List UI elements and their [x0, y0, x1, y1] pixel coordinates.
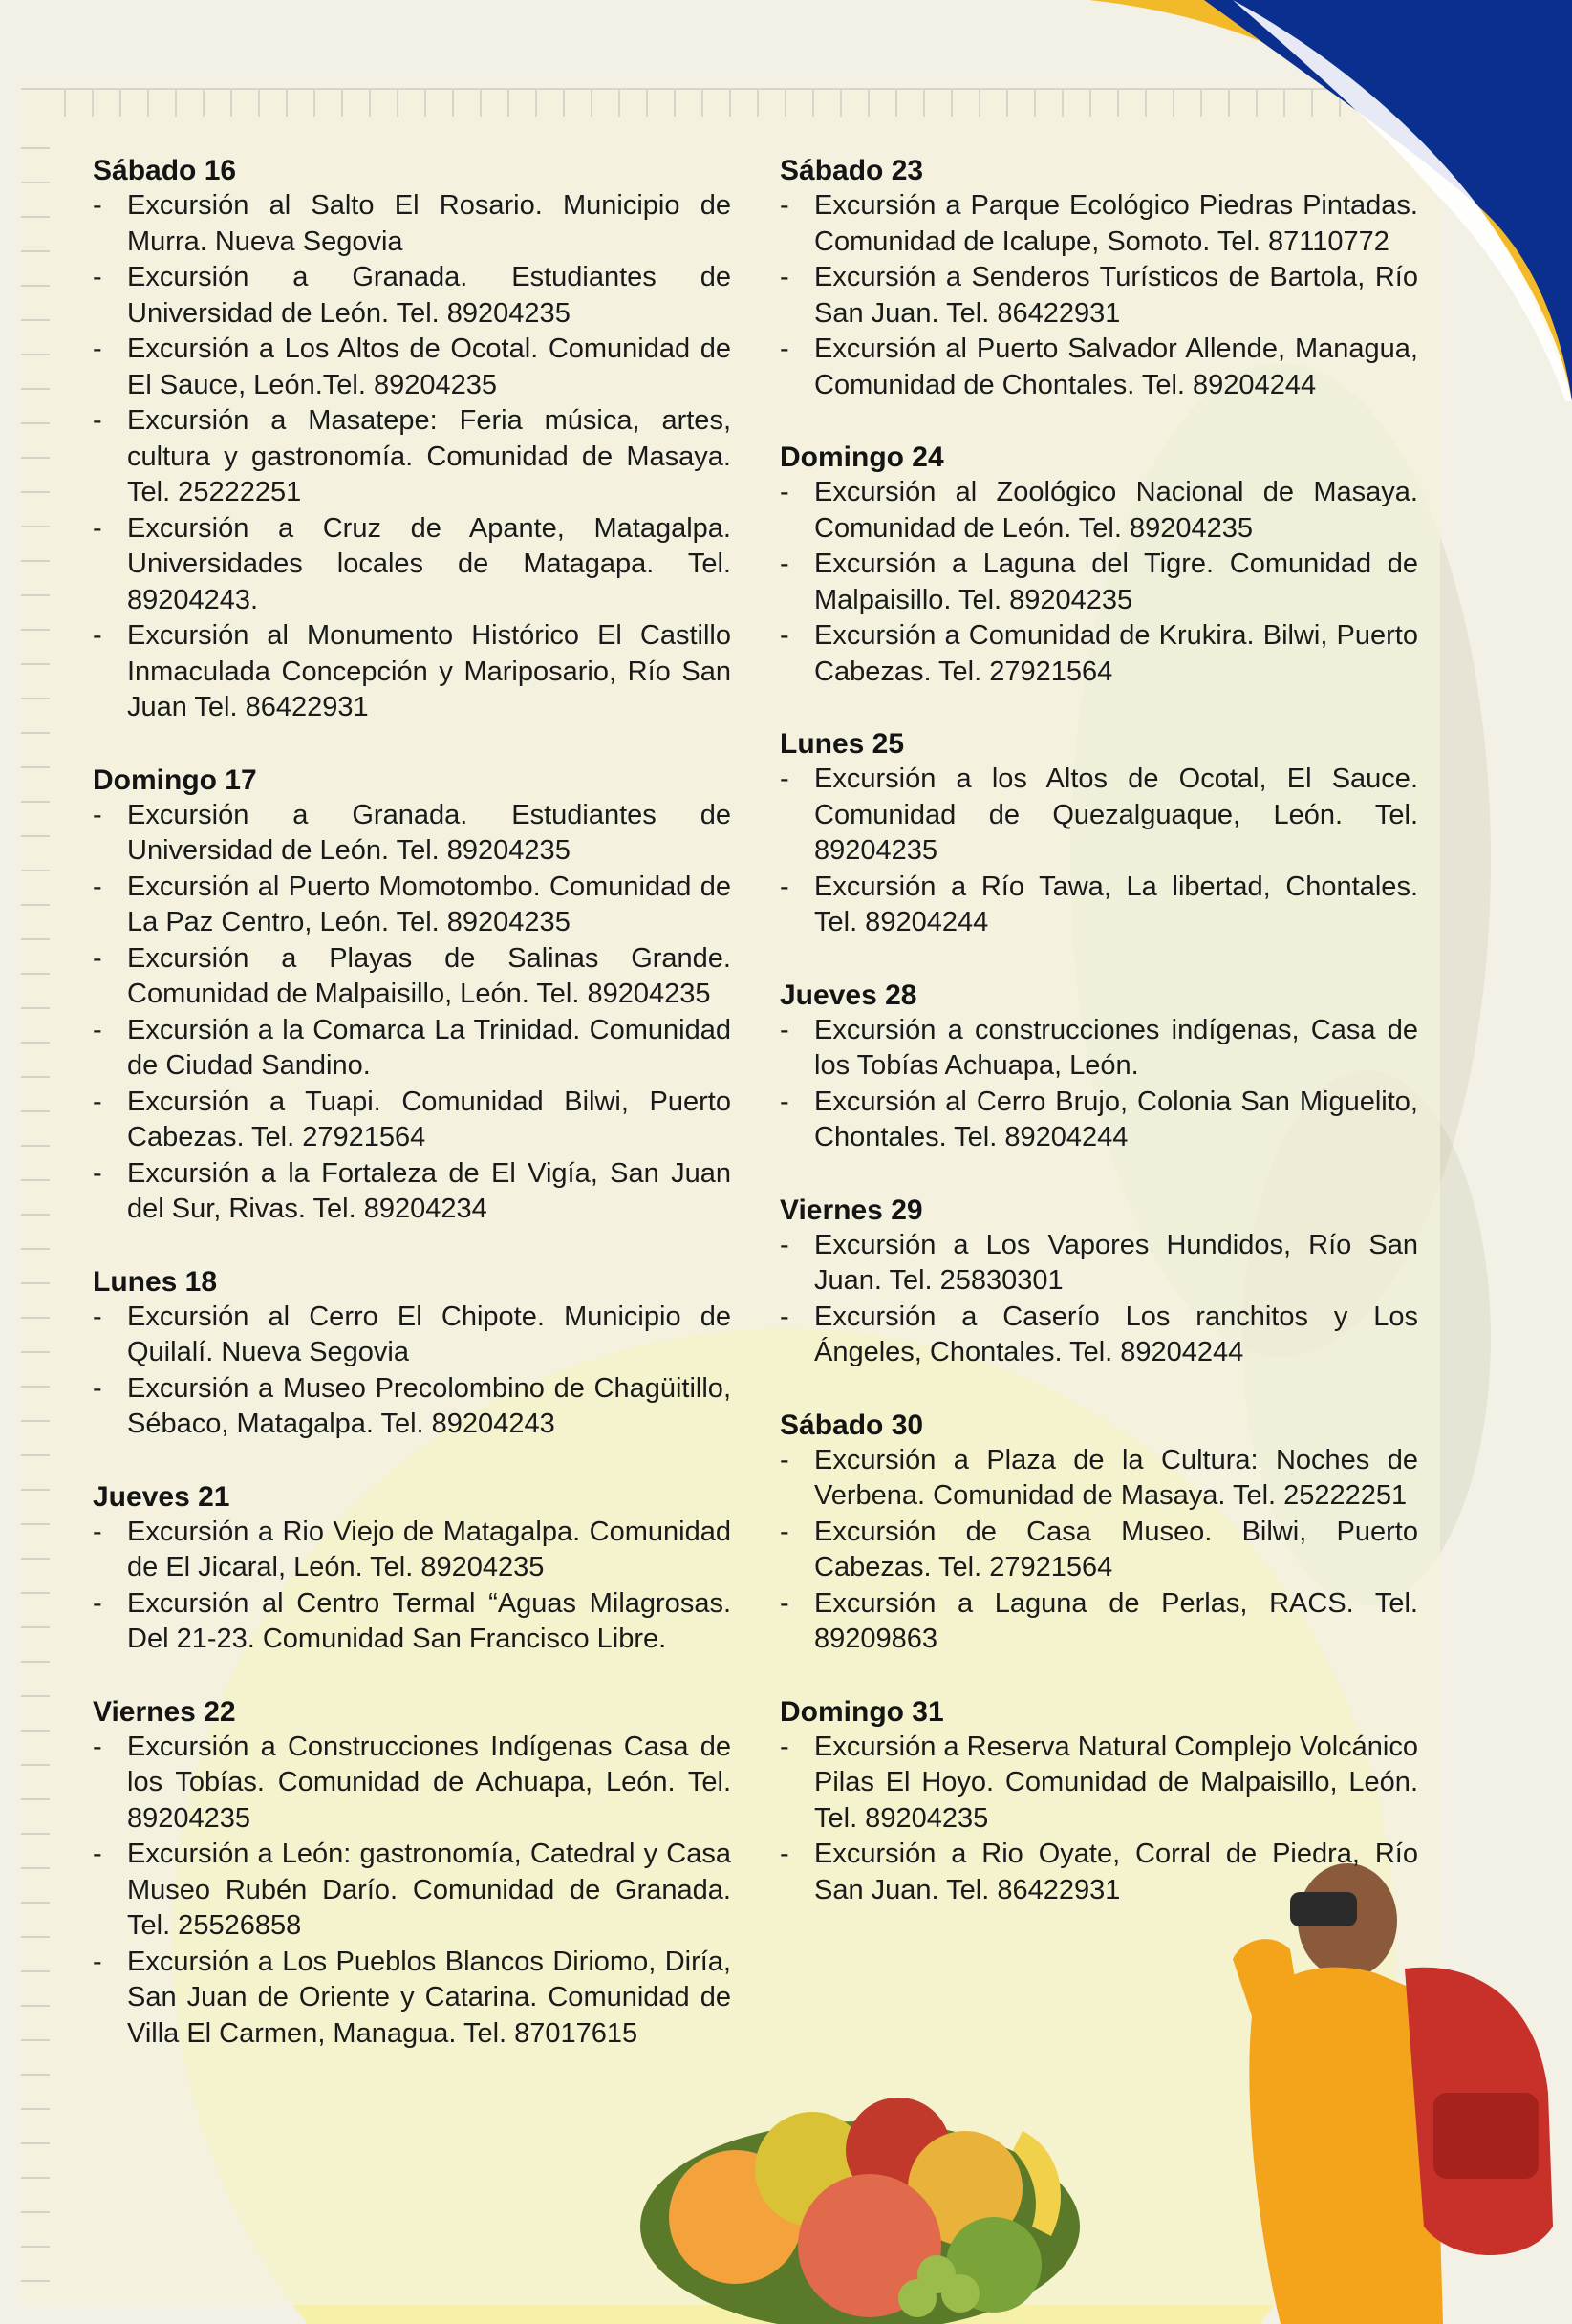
event-item: - Excursión a Los Altos de Ocotal. Comunidad de El Sauce, León.Tel. 89204235: [93, 332, 731, 403]
event-list: [93, 1730, 731, 2053]
event-list: [780, 1443, 1418, 1658]
event-item: - Excursión a Senderos Turísticos de Bartola, Río San Juan. Tel. 86422931: [780, 260, 1418, 332]
event-item: - Excursión a la Fortaleza de El Vigía, San Juan del Sur, Rivas. Tel. 89204234: [93, 1156, 731, 1228]
day-title: Jueves 28: [780, 979, 917, 1011]
event-item: - Excursión a Reserva Natural Complejo Volcánico Pilas El Hoyo. Comunidad de Malpaisillo, León. Tel. 89204235: [780, 1730, 1418, 1838]
event-item: - Excursión a Playas de Salinas Grande. Comunidad de Malpaisillo, León. Tel. 89204235: [93, 941, 731, 1013]
event-list: [93, 1515, 731, 1658]
event-list: [780, 762, 1418, 941]
day-section: [780, 726, 1418, 941]
day-section: [93, 153, 731, 726]
event-item: - Excursión a Los Pueblos Blancos Diriomo, Diría, San Juan de Oriente y Catarina. Comunidad de Villa El Carmen, Managua. Tel. 87017615: [93, 1945, 731, 2053]
day-title: Lunes 18: [93, 1265, 218, 1298]
day-section: [780, 440, 1418, 690]
day-section: [780, 153, 1418, 403]
event-item: - Excursión al Salto El Rosario. Municipio de Murra. Nueva Segovia: [93, 188, 731, 260]
event-item: - Excursión de Casa Museo. Bilwi, Puerto Cabezas. Tel. 27921564: [780, 1515, 1418, 1586]
event-list: [93, 1300, 731, 1443]
event-item: - Excursión al Cerro El Chipote. Municipio de Quilalí. Nueva Segovia: [93, 1300, 731, 1371]
day-section: [780, 1694, 1418, 1909]
day-section: [93, 1479, 731, 1658]
event-item: - Excursión a Museo Precolombino de Chagüitillo, Sébaco, Matagalpa. Tel. 89204243: [93, 1371, 731, 1443]
event-item: - Excursión a Laguna del Tigre. Comunidad de Malpaisillo. Tel. 89204235: [780, 547, 1418, 618]
day-section: [93, 1694, 731, 2053]
day-title: Viernes 22: [93, 1695, 236, 1728]
event-list: [93, 188, 731, 726]
event-item: - Excursión a Rio Viejo de Matagalpa. Comunidad de El Jicaral, León. Tel. 89204235: [93, 1515, 731, 1586]
event-list: [780, 1228, 1418, 1371]
event-list: [780, 1730, 1418, 1909]
day-title: Lunes 25: [780, 728, 905, 760]
day-title: Sábado 23: [780, 155, 924, 186]
event-item: - Excursión a Cruz de Apante, Matagalpa. Universidades locales de Matagapa. Tel. 89204243.: [93, 511, 731, 619]
event-item: - Excursión a Comunidad de Krukira. Bilwi, Puerto Cabezas. Tel. 27921564: [780, 618, 1418, 690]
event-item: - Excursión al Puerto Salvador Allende, Managua, Comunidad de Chontales. Tel. 89204244: [780, 332, 1418, 403]
ruler-ticks-left: [21, 115, 50, 2293]
event-item: - Excursión al Cerro Brujo, Colonia San Miguelito, Chontales. Tel. 89204244: [780, 1085, 1418, 1156]
day-title: Domingo 17: [93, 764, 257, 796]
event-item: - Excursión a Granada. Estudiantes de Universidad de León. Tel. 89204235: [93, 798, 731, 870]
day-section: [93, 1264, 731, 1443]
event-item: - Excursión a Plaza de la Cultura: Noches de Verbena. Comunidad de Masaya. Tel. 25222251: [780, 1443, 1418, 1515]
right-column: [780, 153, 1418, 1945]
event-item: - Excursión a los Altos de Ocotal, El Sauce. Comunidad de Quezalguaque, León. Tel. 89204235: [780, 762, 1418, 870]
day-section: [780, 978, 1418, 1156]
day-title: Domingo 31: [780, 1695, 944, 1728]
event-item: - Excursión a Granada. Estudiantes de Universidad de León. Tel. 89204235: [93, 260, 731, 332]
day-title: Domingo 24: [780, 441, 944, 473]
event-item: - Excursión a Rio Oyate, Corral de Piedra, Río San Juan. Tel. 86422931: [780, 1837, 1418, 1908]
event-item: - Excursión a Masatepe: Feria música, artes, cultura y gastronomía. Comunidad de Masaya. Tel. 25222251: [93, 403, 731, 511]
day-section: [780, 1408, 1418, 1658]
day-title: Sábado 16: [93, 155, 237, 186]
event-item: - Excursión a Tuapi. Comunidad Bilwi, Puerto Cabezas. Tel. 27921564: [93, 1085, 731, 1156]
event-item: - Excursión a Río Tawa, La libertad, Chontales. Tel. 89204244: [780, 870, 1418, 941]
event-item: - Excursión al Monumento Histórico El Castillo Inmaculada Concepción y Mariposario, Río San Juan Tel. 86422931: [93, 618, 731, 726]
event-item: - Excursión a Los Vapores Hundidos, Río San Juan. Tel. 25830301: [780, 1228, 1418, 1300]
event-item: - Excursión a Laguna de Perlas, RACS. Tel. 89209863: [780, 1586, 1418, 1658]
event-item: - Excursión al Puerto Momotombo. Comunidad de La Paz Centro, León. Tel. 89204235: [93, 870, 731, 941]
day-title: Sábado 30: [780, 1409, 924, 1441]
left-column: [93, 153, 731, 2088]
day-section: [93, 763, 731, 1228]
event-item: - Excursión al Zoológico Nacional de Masaya. Comunidad de León. Tel. 89204235: [780, 475, 1418, 547]
event-item: - Excursión a construcciones indígenas, Casa de los Tobías Achuapa, León.: [780, 1013, 1418, 1085]
event-item: - Excursión a León: gastronomía, Catedral y Casa Museo Rubén Darío. Comunidad de Granada. Tel. 25526858: [93, 1837, 731, 1945]
day-title: Jueves 21: [93, 1480, 230, 1513]
event-list: [780, 1013, 1418, 1156]
event-list: [780, 475, 1418, 690]
event-item: - Excursión a Construcciones Indígenas Casa de los Tobías. Comunidad de Achuapa, León. Tel. 89204235: [93, 1730, 731, 1838]
event-list: [93, 798, 731, 1228]
day-section: [780, 1193, 1418, 1371]
event-item: - Excursión a la Comarca La Trinidad. Comunidad de Ciudad Sandino.: [93, 1013, 731, 1085]
event-item: - Excursión a Caserío Los ranchitos y Los Ángeles, Chontales. Tel. 89204244: [780, 1300, 1418, 1371]
event-item: - Excursión al Centro Termal “Aguas Milagrosas. Del 21-23. Comunidad San Francisco Libre.: [93, 1586, 731, 1658]
event-item: - Excursión a Parque Ecológico Piedras Pintadas. Comunidad de Icalupe, Somoto. Tel. 87110772: [780, 188, 1418, 260]
day-title: Viernes 29: [780, 1194, 923, 1226]
event-list: [780, 188, 1418, 403]
